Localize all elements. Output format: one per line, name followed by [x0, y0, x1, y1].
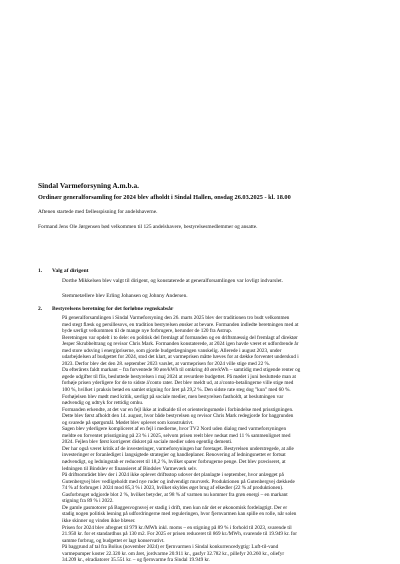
body-line: Da efterårets faldt markant – fra forventede 90 øre/kWh til omkring 40 øre/kWh – samtidig med stigende renter og — [62, 367, 301, 374]
body-line: forhøje prisen yderligere for de to sidste á'conto rater. Det blev meldt ud, at a'conto-betalingerne ville stige med — [62, 380, 294, 387]
body-line: 2024. Fejlen blev først korrigeret diskret på sociale medier uden egentlig dementi. — [62, 439, 233, 446]
body-line: 100 %, hvilket i praksis betød en samlet stigning for året på 29,2 %. Den sidste rate steg dog "kun" med 60 %. — [62, 387, 291, 394]
section-paragraph: Stemmetællere blev Erling Johansen og Johnny Andersen. — [62, 293, 188, 299]
body-line: øgede udgifter til flis, besluttede bestyrelsen i maj 2024 at revurdere budgettet. På mødet i juni besluttede man at — [62, 373, 296, 380]
section-body — [62, 315, 372, 564]
body-line: På baggrund af tal fra Bolius (november 2024) er fjernvarmen i Sindal konkurrencedygtig: Luft-til-vand — [62, 544, 279, 551]
section-number: 2. — [38, 306, 43, 312]
body-line: varmepumper koster 22.320 kr. om året, jordvarme 20.911 kr., gasfyr 32.782 kr., pillefyr 20.260 kr., oliefyr — [62, 550, 285, 557]
body-line: Jesper Skrubbeltrang og revisor Chris Mark. Formanden konstaterede, at 2024 igen havde været et udfordrende år — [62, 341, 299, 348]
body-line: 34.209 kr., elradiatorer 35.551 kr. – og fjernvarme fra Sindal 19.949 kr. — [62, 557, 210, 564]
body-line: På driftsområdet blev der i 2024 ikke oplevet driftsstop udover det planlagte i september, hvor anlægget på — [62, 472, 284, 479]
body-line: Forhøjelsen blev mødt med kritik, særligt på sociale medier, men bestyrelsen fastholdt, at beslutningen var — [62, 393, 284, 400]
body-line: Sagen blev yderligere kompliceret af en fejl i medierne, hvor TV2 Nord uden dialog med varmeforsyningen — [62, 426, 287, 433]
body-line: nødvendigt, og ledningstab er reduceret til 18,2 %, hvilket sparer forbrugerne penge. Det blev præciseret, at — [62, 459, 286, 466]
intro-paragraph: Aftenen startede med fællesspisning for andelshaverne. — [38, 209, 158, 215]
body-line: Gutenbergvej blev vedligeholdt med nye ruder og indvendigt murværk. Produktionen på Gutenbergvej dækkede — [62, 478, 295, 485]
body-line: udarbejdelsen af budgettet for 2024, stod det klart, at varmeprisen måtte hæves for at dække forventet underskud i — [62, 354, 299, 361]
body-line: med store udsving i energipriserne, som gjorde budgetlægningen vanskelig. Allerede i august 2023, under — [62, 347, 282, 354]
section-heading — [38, 268, 88, 274]
body-line: ikke skinner og vinden ikke blæser. — [62, 517, 136, 524]
body-line: stigning fra 89 % i 2022. — [62, 498, 114, 505]
section-title: Valg af dirigent — [52, 268, 89, 274]
body-line: Beretningen var opdelt i to dele: en politisk del fremlagt af formanden og en driftsmæssig del fremlagt af direktør — [62, 334, 298, 341]
intro-paragraph: Formand Jens Ole Jørgensen bød velkommen til 125 andelshavere, bestyrelsesmedlemmer og ansatte. — [38, 224, 258, 230]
body-line: 21.950 kr. for et standardhus på 130 m2. For 2025 er prisen reduceret til 869 kr./MWh, svarende til 19.949 kr. for — [62, 531, 297, 538]
section-title: Bestyrelsens beretning for det forløbne regnskabsår — [52, 306, 174, 312]
body-line: Formanden erkendte, at det var en fejl ikke at indkalde til et orienteringsmøde i forbindelse med prisstigningen. — [62, 406, 294, 413]
body-line: Dette blev først afholdt den 14. august, hvor både bestyrelsen og revisor Chris Mark redegjorde for baggrunden — [62, 413, 294, 420]
body-line: De gamle gasmotorer på Baggesvognsvej er stadig i drift, men kun når det er økonomisk fordelagtigt. Der er — [62, 504, 288, 511]
body-line: investeringer er foranlediget i langsigtede strategier og handleplaner. Renovering af ledningsnettet er fortsat — [62, 452, 286, 459]
document-subtitle: Ordinær generalforsamling for 2024 blev afholdt i Sindal Hallen, onsdag 26.03.2025 - kl. 18.00 — [38, 194, 291, 201]
body-line: På generalforsamlingen i Sindal Varmeforsyning den 26. marts 2025 blev der traditionen tro budt velkommen — [62, 315, 290, 321]
body-line: ledningen til Bindslev er finansieret af Bindslev Varmeværk selv. — [62, 465, 198, 472]
section-heading — [38, 306, 173, 312]
section-paragraph: Dorthe Mikkelsen blev valgt til dirigent, og konstaterede at generalforsamlingen var lovligt indvarslet. — [62, 278, 283, 284]
body-line: Der har også været kritik af de investeringer, varmeforsyningen har foretaget. Bestyrelsen understregede, at alle — [62, 445, 294, 452]
body-line: og svarede på spørgsmål. Mødet blev oplevet som konstruktivt. — [62, 419, 194, 426]
body-line: samme forbrug, og budgettet er lagt konservativt. — [62, 537, 165, 544]
body-line: 2023. Derfor blev det den 28. september 2023 varslet, at varmeprisen for 2024 ville stige med 22 %. — [62, 360, 271, 367]
body-line: nødvendig og udtryk for rettidig omhu. — [62, 400, 144, 407]
body-line: stadig nogen politisk lesning på udfordringerne med reguleringen, hvor fjernvarmen kan spille en rolle, når solen — [62, 511, 297, 518]
body-line: byde særligt velkommen til de mange nye forbrugere, herunder de 120 fra Astrup. — [62, 328, 232, 335]
body-line: Gasforbruget udgjorde blot 2 %, hvilket betyder, at 98 % af varmen nu kommer fra grøn energi – en markant — [62, 491, 288, 498]
document-title: Sindal Varmeforsyning A.m.b.a. — [38, 181, 140, 190]
body-line: 74 % af forbruget i 2024 mod 85,3 % i 2023, hvilket skyldes øget brug af elkedler (22 % af produktionen). — [62, 485, 284, 492]
section-number: 1. — [38, 268, 43, 274]
body-line: meldte en forventet prisstigning på 23 % i 2025, selvom prisen reelt blev nedsat med 11 % sammenlignet med — [62, 432, 291, 439]
body-line: med stegt flæsk og persillesovs, en tradition bestyrelsen ønsker at bevare. Formanden indledte beretningen med at — [62, 321, 299, 328]
body-line: Prisen for 2024 blev afregnet til 979 kr./MWh inkl. moms – en stigning på 89 % i forhold til 2023, svarende til — [62, 524, 292, 531]
